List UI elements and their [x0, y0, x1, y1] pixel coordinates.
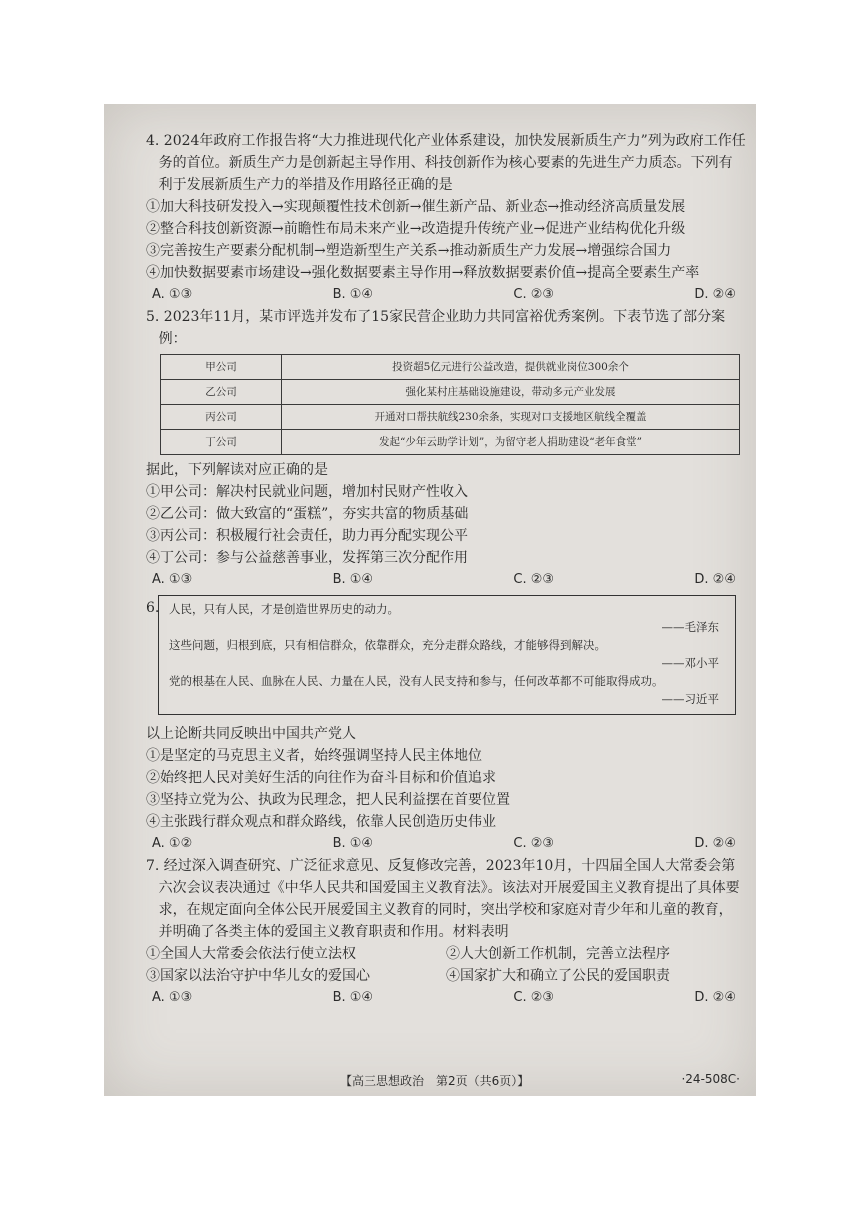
q6-options: [152, 833, 746, 855]
q5-item-3: ③丙公司：积极履行社会责任，助力再分配实现公平: [146, 528, 468, 544]
q6-item-1: ①是坚定的马克思主义者，始终强调坚持人民主体地位: [146, 748, 482, 764]
company-name: 甲公司: [161, 355, 282, 380]
footer-page-label: 【高三思想政治 第2页（共6页）】: [340, 1074, 530, 1088]
case-description: 发起“少年云助学计划”，为留守老人捐助建设“老年食堂”: [282, 430, 740, 455]
q6-item-3: ③坚持立党为公、执政为民理念，把人民利益摆在首要位置: [146, 792, 510, 808]
question-6: [146, 595, 746, 855]
company-name: 乙公司: [161, 380, 282, 405]
q7-row-2: [146, 965, 746, 987]
q7-options: [152, 987, 746, 1009]
q7-option-c: C. ②③: [513, 990, 555, 1005]
q6-number: 6.: [146, 600, 160, 616]
quote-source: ——习近平: [661, 692, 719, 706]
q6-option-b: B. ①④: [332, 836, 374, 851]
q5-item-1: ①甲公司：解决村民就业问题，增加村民财产性收入: [146, 484, 468, 500]
table-row: [161, 355, 740, 380]
q4-item-4: ④加快数据要素市场建设→强化数据要素主导作用→释放数据要素价值→提高全要素生产率: [146, 265, 700, 281]
table-row: [161, 405, 740, 430]
table-row: [161, 430, 740, 455]
quote-source: ——毛泽东: [661, 620, 719, 634]
case-description: 开通对口帮扶航线230余条，实现对口支援地区航线全覆盖: [282, 405, 740, 430]
q5-option-d: D. ②④: [694, 572, 736, 587]
q6-option-a: A. ①②: [152, 836, 193, 851]
q7-item-1: ①全国人大常委会依法行使立法权: [146, 946, 356, 962]
q7-stem: 7. 经过深入调查研究、广泛征求意见、反复修改完善，2023年10月，十四届全国人大常委会第六次会议表决通过《中华人民共和国爱国主义教育法》。该法对开展爱国主义教育提出了具体要求，在规定面向全体公民开展爱国主义教育的同时，突出学校和家庭对青少年和儿童的教育，并明确了各类主体的爱国主义教育职责和作用。材料表明: [146, 858, 740, 940]
quote-text: 人民，只有人民，才是创造世界历史的动力。: [169, 602, 399, 616]
q5-option-b: B. ①④: [332, 572, 374, 587]
q7-option-a: A. ①③: [152, 990, 193, 1005]
q7-item-2: ②人大创新工作机制，完善立法程序: [446, 946, 670, 962]
q6-item-4: ④主张践行群众观点和群众路线，依靠人民创造历史伟业: [146, 814, 496, 830]
question-7: [146, 855, 746, 1009]
q4-option-d: D. ②④: [694, 287, 736, 302]
question-5: [146, 306, 746, 591]
q4-item-1: ①加大科技研发投入→实现颠覆性技术创新→催生新产品、新业态→推动经济高质量发展: [146, 199, 686, 215]
q5-option-c: C. ②③: [513, 572, 555, 587]
q6-item-2: ②始终把人民对美好生活的向往作为奋斗目标和价值追求: [146, 770, 496, 786]
q7-item-4: ④国家扩大和确立了公民的爱国职责: [446, 968, 670, 984]
q4-item-2: ②整合科技创新资源→前瞻性布局未来产业→改造提升传统产业→促进产业结构优化升级: [146, 221, 686, 237]
q6-option-d: D. ②④: [694, 836, 736, 851]
q5-option-a: A. ①③: [152, 572, 193, 587]
question-4: [146, 130, 746, 306]
q4-option-a: A. ①③: [152, 287, 193, 302]
quote-text: 党的根基在人民、血脉在人民、力量在人民，没有人民支持和参与，任何改革都不可能取得成功。: [169, 674, 664, 688]
quote-text: 这些问题，归根到底，只有相信群众，依靠群众，充分走群众路线，才能够得到解决。: [169, 638, 606, 652]
q5-options: [152, 569, 746, 591]
q7-row-1: [146, 943, 746, 965]
footer-exam-code: ·24-508C·: [681, 1072, 740, 1086]
q7-option-b: B. ①④: [332, 990, 374, 1005]
company-name: 丁公司: [161, 430, 282, 455]
q4-option-c: C. ②③: [513, 287, 555, 302]
table-row: [161, 380, 740, 405]
q6-quote-box: [158, 595, 736, 715]
q7-item-3: ③国家以法治守护中华儿女的爱国心: [146, 968, 370, 984]
company-name: 丙公司: [161, 405, 282, 430]
q4-stem: 4. 2024年政府工作报告将“大力推进现代化产业体系建设，加快发展新质生产力”列为政府工作任务的首位。新质生产力是创新起主导作用、科技创新作为核心要素的先进生产力质态。下列有利于发展新质生产力的举措及作用路径正确的是: [146, 133, 746, 193]
page-footer: [340, 1072, 740, 1089]
quote-source: ——邓小平: [661, 656, 719, 670]
q5-stem: 5. 2023年11月，某市评选并发布了15家民营企业助力共同富裕优秀案例。下表节选了部分案例：: [146, 309, 726, 347]
q7-option-d: D. ②④: [694, 990, 736, 1005]
case-description: 投资超5亿元进行公益改造，提供就业岗位300余个: [282, 355, 740, 380]
q4-item-3: ③完善按生产要素分配机制→塑造新型生产关系→推动新质生产力发展→增强综合国力: [146, 243, 672, 259]
q5-item-4: ④丁公司：参与公益慈善事业，发挥第三次分配作用: [146, 550, 468, 566]
q6-lead: 以上论断共同反映出中国共产党人: [146, 726, 356, 742]
q5-lead: 据此，下列解读对应正确的是: [146, 462, 328, 478]
q6-option-c: C. ②③: [513, 836, 555, 851]
q4-option-b: B. ①④: [332, 287, 374, 302]
page-content: [146, 130, 746, 1009]
q5-case-table: [160, 354, 740, 455]
q4-options: [152, 284, 746, 306]
q5-item-2: ②乙公司：做大致富的“蛋糕”，夯实共富的物质基础: [146, 506, 469, 522]
case-description: 强化某村庄基础设施建设，带动多元产业发展: [282, 380, 740, 405]
